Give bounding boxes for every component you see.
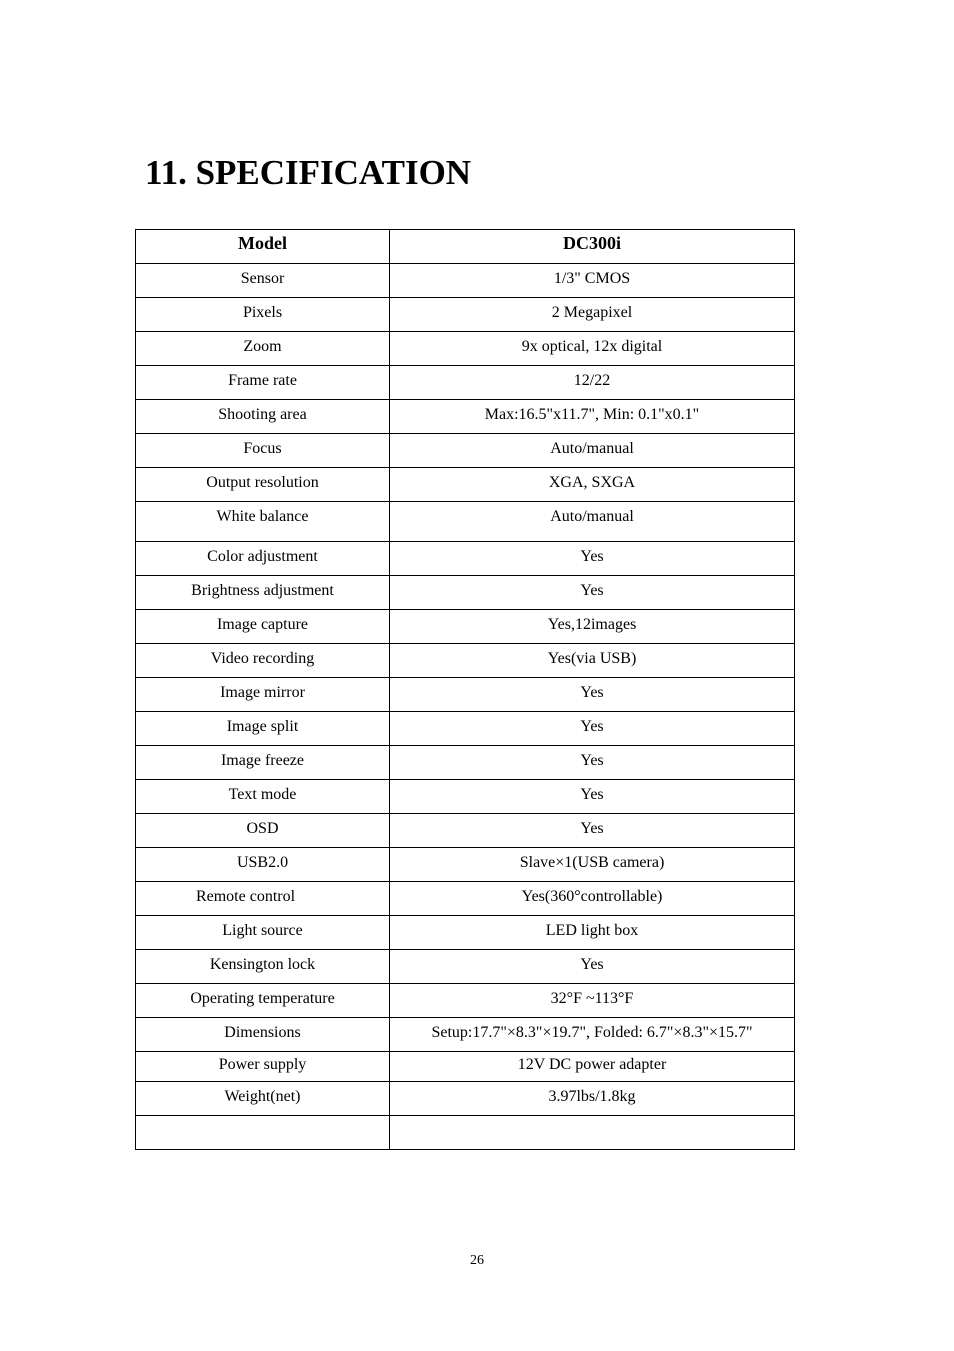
spec-value: Max:16.5"x11.7", Min: 0.1"x0.1" <box>390 400 795 434</box>
spec-label: Focus <box>136 434 390 468</box>
spec-label: Weight(net) <box>136 1082 390 1116</box>
spec-label: Operating temperature <box>136 984 390 1018</box>
table-row <box>136 984 795 1018</box>
spec-value: 3.97lbs/1.8kg <box>390 1082 795 1116</box>
spec-value: XGA, SXGA <box>390 468 795 502</box>
spec-label: USB2.0 <box>136 848 390 882</box>
table-row <box>136 1052 795 1082</box>
table-row <box>136 264 795 298</box>
table-row <box>136 468 795 502</box>
specification-table <box>135 229 795 1150</box>
table-row <box>136 1082 795 1116</box>
table-row <box>136 848 795 882</box>
table-row <box>136 366 795 400</box>
header-value-cell: DC300i <box>390 230 795 264</box>
spec-label: Video recording <box>136 644 390 678</box>
spec-value: Yes <box>390 814 795 848</box>
spec-value: Auto/manual <box>390 502 795 542</box>
spec-value: 1/3" CMOS <box>390 264 795 298</box>
spec-label: Brightness adjustment <box>136 576 390 610</box>
table-row <box>136 712 795 746</box>
table-row <box>136 298 795 332</box>
spec-value: Slave×1(USB camera) <box>390 848 795 882</box>
table-row <box>136 610 795 644</box>
table-row-empty <box>136 1116 795 1150</box>
spec-label: Output resolution <box>136 468 390 502</box>
spec-value: Auto/manual <box>390 434 795 468</box>
spec-label: Image freeze <box>136 746 390 780</box>
table-row <box>136 332 795 366</box>
table-row <box>136 678 795 712</box>
table-row <box>136 576 795 610</box>
spec-label: Sensor <box>136 264 390 298</box>
table-row <box>136 950 795 984</box>
spec-value: Yes <box>390 678 795 712</box>
spec-value: Yes(via USB) <box>390 644 795 678</box>
spec-value: Yes(360°controllable) <box>390 882 795 916</box>
table-row <box>136 400 795 434</box>
spec-value: Setup:17.7"×8.3"×19.7", Folded: 6.7"×8.3"×15.7" <box>390 1018 795 1052</box>
table-row <box>136 916 795 950</box>
spec-value: Yes,12images <box>390 610 795 644</box>
spec-label <box>136 1116 390 1150</box>
table-row <box>136 434 795 468</box>
spec-value: Yes <box>390 950 795 984</box>
table-row <box>136 542 795 576</box>
spec-label: Power supply <box>136 1052 390 1082</box>
table-row <box>136 502 795 542</box>
spec-value: 32°F ~113°F <box>390 984 795 1018</box>
spec-label: Frame rate <box>136 366 390 400</box>
spec-label: Kensington lock <box>136 950 390 984</box>
spec-value: Yes <box>390 780 795 814</box>
spec-value: Yes <box>390 576 795 610</box>
spec-label: Image capture <box>136 610 390 644</box>
spec-label: Dimensions <box>136 1018 390 1052</box>
table-row <box>136 1018 795 1052</box>
spec-value: 9x optical, 12x digital <box>390 332 795 366</box>
table-header-row <box>136 230 795 264</box>
page-number: 26 <box>470 1253 484 1268</box>
spec-label: Image mirror <box>136 678 390 712</box>
spec-label-text: Remote control <box>195 888 296 905</box>
spec-value: 12V DC power adapter <box>390 1052 795 1082</box>
spec-label: Image split <box>136 712 390 746</box>
table-row <box>136 882 795 916</box>
spec-value <box>390 1116 795 1150</box>
spec-value: Yes <box>390 712 795 746</box>
spec-value: LED light box <box>390 916 795 950</box>
spec-label: Color adjustment <box>136 542 390 576</box>
spec-label: Text mode <box>136 780 390 814</box>
table-row <box>136 814 795 848</box>
table-row <box>136 746 795 780</box>
spec-label: OSD <box>136 814 390 848</box>
spec-label: Zoom <box>136 332 390 366</box>
header-label-cell: Model <box>136 230 390 264</box>
spec-value: 12/22 <box>390 366 795 400</box>
spec-label: Pixels <box>136 298 390 332</box>
page-title: 11. SPECIFICATION <box>145 153 472 192</box>
spec-label: Light source <box>136 916 390 950</box>
spec-label: White balance <box>136 502 390 542</box>
spec-label: Shooting area <box>136 400 390 434</box>
table-row <box>136 780 795 814</box>
table-row <box>136 644 795 678</box>
spec-value: Yes <box>390 746 795 780</box>
spec-label <box>136 882 390 916</box>
spec-value: Yes <box>390 542 795 576</box>
spec-value: 2 Megapixel <box>390 298 795 332</box>
